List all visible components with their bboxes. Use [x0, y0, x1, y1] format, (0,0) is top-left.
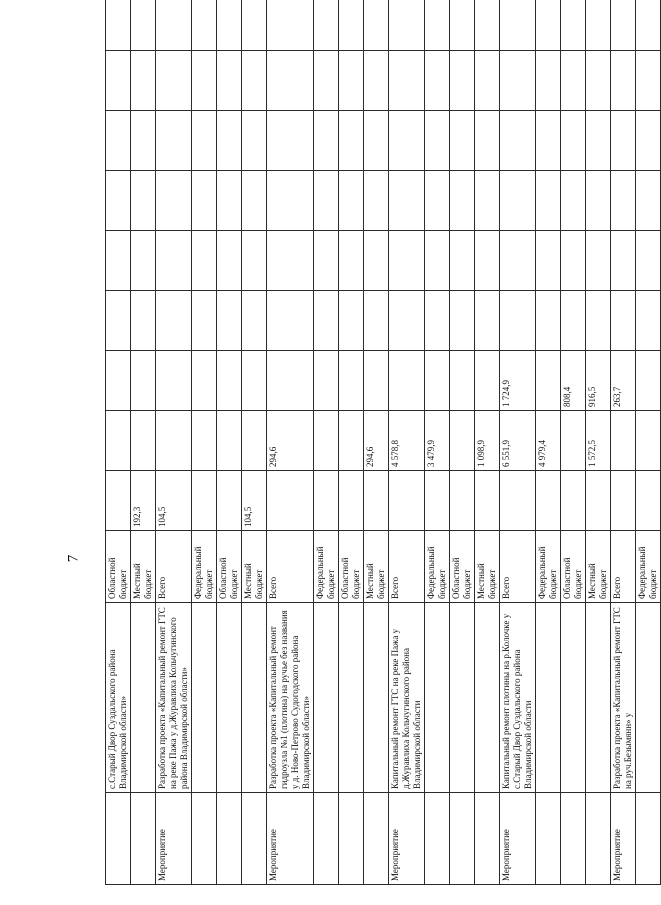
value-cell-year-3 [339, 351, 364, 411]
value-cell-year-6 [339, 171, 364, 231]
value-cell-year-8 [586, 51, 611, 111]
value-cell-year-8 [611, 51, 636, 111]
budget-source-cell: Федеральный бюджет [536, 531, 561, 603]
value-cell-year-5 [536, 231, 561, 291]
event-description-cell: Разработка проекта «Капитальный ремонт ГТС на руч.Безымянн» у [611, 603, 636, 793]
value-cell-year-2 [636, 411, 661, 471]
value-cell-year-9 [339, 0, 364, 51]
value-cell-year-4 [536, 291, 561, 351]
value-cell-year-2 [131, 411, 156, 471]
value-cell-year-7 [536, 111, 561, 171]
table-row [339, 0, 364, 885]
table-row [242, 0, 267, 885]
value-cell-year-2: 6 551,9 [500, 411, 536, 471]
value-cell-year-4 [500, 291, 536, 351]
value-cell-year-3: 808,4 [561, 351, 586, 411]
value-cell-year-5 [500, 231, 536, 291]
event-description-cell: Капитальный ремонт плотины на р.Колочке у с.Старый Двор Суздальского района Владимирской области [500, 603, 536, 793]
event-description-cell [561, 603, 586, 793]
budget-source-cell: Всего [500, 531, 536, 603]
value-cell-year-2: 1 098,9 [475, 411, 500, 471]
value-cell-year-5 [156, 231, 192, 291]
table-row [611, 0, 636, 885]
event-type-cell [586, 793, 611, 885]
event-description-cell [192, 603, 217, 793]
value-cell-year-6 [450, 171, 475, 231]
value-cell-year-5 [314, 231, 339, 291]
budget-source-cell: Всего [156, 531, 192, 603]
value-cell-year-7 [106, 111, 131, 171]
value-cell-year-9 [217, 0, 242, 51]
value-cell-year-3 [217, 351, 242, 411]
value-cell-year-1 [536, 471, 561, 531]
value-cell-year-4 [586, 291, 611, 351]
value-cell-year-3 [536, 351, 561, 411]
event-description-cell [586, 603, 611, 793]
event-type-cell [425, 793, 450, 885]
rotated-table-sheet [105, 35, 658, 885]
value-cell-year-7 [364, 111, 389, 171]
value-cell-year-8 [339, 51, 364, 111]
value-cell-year-2: 4 979,4 [536, 411, 561, 471]
value-cell-year-3 [364, 351, 389, 411]
value-cell-year-9 [389, 0, 425, 51]
value-cell-year-1 [364, 471, 389, 531]
value-cell-year-4 [192, 291, 217, 351]
value-cell-year-8 [131, 51, 156, 111]
value-cell-year-7 [450, 111, 475, 171]
value-cell-year-2 [242, 411, 267, 471]
value-cell-year-8 [267, 51, 314, 111]
value-cell-year-7 [314, 111, 339, 171]
value-cell-year-4 [131, 291, 156, 351]
value-cell-year-1 [192, 471, 217, 531]
event-type-cell [364, 793, 389, 885]
budget-source-cell: Местный бюджет [586, 531, 611, 603]
value-cell-year-9 [500, 0, 536, 51]
event-type-cell [475, 793, 500, 885]
event-type-cell: Мероприятие [500, 793, 536, 885]
event-description-cell [536, 603, 561, 793]
value-cell-year-6 [314, 171, 339, 231]
value-cell-year-3 [156, 351, 192, 411]
value-cell-year-2: 1 572,5 [586, 411, 611, 471]
value-cell-year-6 [475, 171, 500, 231]
table-row [561, 0, 586, 885]
event-description-cell [242, 603, 267, 793]
event-type-cell [217, 793, 242, 885]
value-cell-year-1 [425, 471, 450, 531]
value-cell-year-4 [450, 291, 475, 351]
budget-source-cell: Всего [611, 531, 636, 603]
table-row [267, 0, 314, 885]
value-cell-year-1 [314, 471, 339, 531]
value-cell-year-5 [586, 231, 611, 291]
table-row [475, 0, 500, 885]
value-cell-year-6 [192, 171, 217, 231]
value-cell-year-1 [450, 471, 475, 531]
value-cell-year-2 [156, 411, 192, 471]
value-cell-year-6 [242, 171, 267, 231]
value-cell-year-8 [475, 51, 500, 111]
value-cell-year-3 [106, 351, 131, 411]
value-cell-year-2 [339, 411, 364, 471]
budget-source-cell: Местный бюджет [242, 531, 267, 603]
table-row [389, 0, 425, 885]
value-cell-year-4 [611, 291, 636, 351]
value-cell-year-9 [561, 0, 586, 51]
value-cell-year-6 [217, 171, 242, 231]
event-type-cell [106, 793, 131, 885]
event-type-cell [242, 793, 267, 885]
table-row [450, 0, 475, 885]
value-cell-year-7 [242, 111, 267, 171]
value-cell-year-1 [636, 471, 661, 531]
table-row [192, 0, 217, 885]
value-cell-year-6 [425, 171, 450, 231]
budget-source-cell: Местный бюджет [364, 531, 389, 603]
budget-source-cell: Федеральный бюджет [425, 531, 450, 603]
value-cell-year-2: 294,6 [267, 411, 314, 471]
value-cell-year-1 [611, 471, 636, 531]
value-cell-year-1: 104,5 [156, 471, 192, 531]
value-cell-year-8 [561, 51, 586, 111]
value-cell-year-5 [217, 231, 242, 291]
event-type-cell: Мероприятие [156, 793, 192, 885]
value-cell-year-8 [242, 51, 267, 111]
value-cell-year-9 [131, 0, 156, 51]
budget-source-cell: Областной бюджет [106, 531, 131, 603]
event-description-cell: Капитальный ремонт ГТС на реке Пажа у д.Журавлиха Кольчугинского района Владимирской области [389, 603, 425, 793]
value-cell-year-8 [364, 51, 389, 111]
value-cell-year-1 [475, 471, 500, 531]
value-cell-year-7 [586, 111, 611, 171]
value-cell-year-4 [217, 291, 242, 351]
value-cell-year-4 [314, 291, 339, 351]
value-cell-year-7 [267, 111, 314, 171]
value-cell-year-3 [314, 351, 339, 411]
value-cell-year-2: 4 578,8 [389, 411, 425, 471]
budget-source-cell: Всего [267, 531, 314, 603]
value-cell-year-1 [267, 471, 314, 531]
value-cell-year-8 [106, 51, 131, 111]
value-cell-year-1 [389, 471, 425, 531]
value-cell-year-3 [636, 351, 661, 411]
value-cell-year-6 [131, 171, 156, 231]
event-description-cell [425, 603, 450, 793]
event-type-cell [536, 793, 561, 885]
value-cell-year-3 [131, 351, 156, 411]
value-cell-year-3: 916,5 [586, 351, 611, 411]
event-description-cell: Разработка проекта «Капитальный ремонт гидроузла №1 (плотина) на ручье без названия у д. Ново-Петрово Судогодского района Владимирской области» [267, 603, 314, 793]
value-cell-year-9 [425, 0, 450, 51]
value-cell-year-1 [217, 471, 242, 531]
value-cell-year-2: 3 479,9 [425, 411, 450, 471]
table-row [636, 0, 661, 885]
value-cell-year-6 [536, 171, 561, 231]
budget-source-cell: Федеральный бюджет [314, 531, 339, 603]
value-cell-year-8 [192, 51, 217, 111]
event-description-cell [217, 603, 242, 793]
value-cell-year-4 [561, 291, 586, 351]
value-cell-year-8 [500, 51, 536, 111]
budget-source-cell: Областной бюджет [217, 531, 242, 603]
value-cell-year-2 [314, 411, 339, 471]
value-cell-year-6 [389, 171, 425, 231]
value-cell-year-8 [450, 51, 475, 111]
event-type-cell [636, 793, 661, 885]
value-cell-year-7 [475, 111, 500, 171]
value-cell-year-7 [425, 111, 450, 171]
value-cell-year-3 [475, 351, 500, 411]
value-cell-year-5 [339, 231, 364, 291]
event-description-cell: с.Старый Двор Суздальского района Владимирской области» [106, 603, 131, 793]
value-cell-year-7 [192, 111, 217, 171]
table-row [314, 0, 339, 885]
value-cell-year-9 [106, 0, 131, 51]
value-cell-year-4 [389, 291, 425, 351]
event-description-cell [339, 603, 364, 793]
value-cell-year-9 [611, 0, 636, 51]
value-cell-year-4 [106, 291, 131, 351]
value-cell-year-2: 294,6 [364, 411, 389, 471]
value-cell-year-6 [267, 171, 314, 231]
value-cell-year-5 [389, 231, 425, 291]
value-cell-year-9 [636, 0, 661, 51]
budget-source-cell: Всего [389, 531, 425, 603]
event-type-cell: Мероприятие [389, 793, 425, 885]
value-cell-year-8 [314, 51, 339, 111]
value-cell-year-4 [242, 291, 267, 351]
value-cell-year-9 [156, 0, 192, 51]
value-cell-year-2 [106, 411, 131, 471]
value-cell-year-4 [475, 291, 500, 351]
value-cell-year-8 [156, 51, 192, 111]
budget-source-cell: Федеральный бюджет [636, 531, 661, 603]
value-cell-year-5 [561, 231, 586, 291]
table-row [156, 0, 192, 885]
value-cell-year-4 [339, 291, 364, 351]
value-cell-year-7 [131, 111, 156, 171]
value-cell-year-2 [217, 411, 242, 471]
value-cell-year-2 [611, 411, 636, 471]
value-cell-year-7 [217, 111, 242, 171]
budget-source-cell: Местный бюджет [131, 531, 156, 603]
value-cell-year-3 [267, 351, 314, 411]
table-body [106, 0, 661, 885]
value-cell-year-4 [364, 291, 389, 351]
value-cell-year-1 [500, 471, 536, 531]
value-cell-year-3: 1 724,9 [500, 351, 536, 411]
value-cell-year-8 [217, 51, 242, 111]
value-cell-year-6 [106, 171, 131, 231]
value-cell-year-5 [192, 231, 217, 291]
value-cell-year-7 [389, 111, 425, 171]
value-cell-year-7 [156, 111, 192, 171]
value-cell-year-9 [536, 0, 561, 51]
event-description-cell [364, 603, 389, 793]
value-cell-year-2 [561, 411, 586, 471]
value-cell-year-7 [636, 111, 661, 171]
event-description-cell [314, 603, 339, 793]
value-cell-year-8 [389, 51, 425, 111]
value-cell-year-5 [450, 231, 475, 291]
table-row [586, 0, 611, 885]
event-description-cell [131, 603, 156, 793]
value-cell-year-8 [636, 51, 661, 111]
event-description-cell [475, 603, 500, 793]
event-type-cell [339, 793, 364, 885]
value-cell-year-3 [192, 351, 217, 411]
event-type-cell [131, 793, 156, 885]
value-cell-year-5 [475, 231, 500, 291]
value-cell-year-3 [450, 351, 475, 411]
table-row [364, 0, 389, 885]
event-type-cell [450, 793, 475, 885]
value-cell-year-3 [425, 351, 450, 411]
value-cell-year-6 [586, 171, 611, 231]
table-row [131, 0, 156, 885]
value-cell-year-5 [242, 231, 267, 291]
value-cell-year-9 [450, 0, 475, 51]
table-row [217, 0, 242, 885]
budget-table [105, 0, 661, 885]
value-cell-year-3: 263,7 [611, 351, 636, 411]
value-cell-year-9 [586, 0, 611, 51]
value-cell-year-1 [339, 471, 364, 531]
value-cell-year-4 [267, 291, 314, 351]
value-cell-year-5 [131, 231, 156, 291]
budget-source-cell: Областной бюджет [450, 531, 475, 603]
value-cell-year-5 [425, 231, 450, 291]
value-cell-year-9 [267, 0, 314, 51]
budget-source-cell: Местный бюджет [475, 531, 500, 603]
budget-source-cell: Областной бюджет [339, 531, 364, 603]
value-cell-year-4 [156, 291, 192, 351]
value-cell-year-5 [364, 231, 389, 291]
value-cell-year-9 [364, 0, 389, 51]
value-cell-year-5 [267, 231, 314, 291]
value-cell-year-9 [475, 0, 500, 51]
value-cell-year-2 [450, 411, 475, 471]
value-cell-year-1: 104,5 [242, 471, 267, 531]
table-row [425, 0, 450, 885]
value-cell-year-1 [586, 471, 611, 531]
event-type-cell [314, 793, 339, 885]
value-cell-year-7 [339, 111, 364, 171]
value-cell-year-5 [611, 231, 636, 291]
value-cell-year-7 [561, 111, 586, 171]
value-cell-year-8 [536, 51, 561, 111]
value-cell-year-6 [561, 171, 586, 231]
value-cell-year-8 [425, 51, 450, 111]
event-description-cell [636, 603, 661, 793]
value-cell-year-6 [611, 171, 636, 231]
budget-source-cell: Федеральный бюджет [192, 531, 217, 603]
event-description-cell: Разработка проекта «Капитальный ремонт ГТС на реке Пажа у д.Журавлиха Кольчугинского района Владимирской области» [156, 603, 192, 793]
value-cell-year-9 [242, 0, 267, 51]
event-type-cell: Мероприятие [267, 793, 314, 885]
table-row [536, 0, 561, 885]
value-cell-year-6 [500, 171, 536, 231]
value-cell-year-3 [389, 351, 425, 411]
event-type-cell [192, 793, 217, 885]
value-cell-year-7 [611, 111, 636, 171]
event-description-cell [450, 603, 475, 793]
value-cell-year-9 [192, 0, 217, 51]
value-cell-year-9 [314, 0, 339, 51]
table-row [500, 0, 536, 885]
value-cell-year-1: 192,3 [131, 471, 156, 531]
page-number: 7 [65, 554, 82, 563]
value-cell-year-1 [561, 471, 586, 531]
event-type-cell: Мероприятие [611, 793, 636, 885]
value-cell-year-2 [192, 411, 217, 471]
value-cell-year-7 [500, 111, 536, 171]
value-cell-year-5 [106, 231, 131, 291]
value-cell-year-6 [156, 171, 192, 231]
value-cell-year-6 [364, 171, 389, 231]
value-cell-year-6 [636, 171, 661, 231]
value-cell-year-4 [636, 291, 661, 351]
value-cell-year-3 [242, 351, 267, 411]
value-cell-year-4 [425, 291, 450, 351]
budget-source-cell: Областной бюджет [561, 531, 586, 603]
value-cell-year-5 [636, 231, 661, 291]
value-cell-year-1 [106, 471, 131, 531]
table-row [106, 0, 131, 885]
event-type-cell [561, 793, 586, 885]
